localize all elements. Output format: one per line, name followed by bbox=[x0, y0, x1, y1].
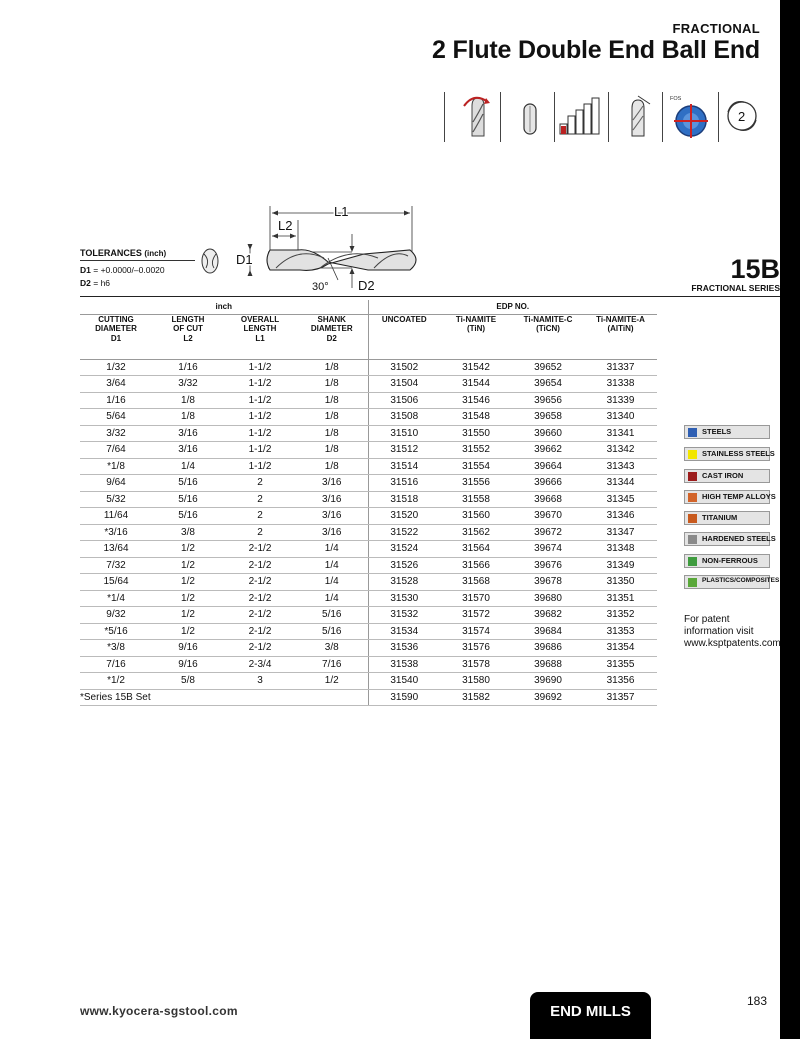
material-label: TITANIUM bbox=[702, 513, 738, 522]
table-cell: 39660 bbox=[512, 425, 584, 442]
table-cell: *1/8 bbox=[80, 458, 152, 475]
table-row bbox=[80, 574, 657, 591]
table-cell: 39690 bbox=[512, 673, 584, 690]
table-cell: 1/8 bbox=[296, 376, 368, 393]
table-cell: 31564 bbox=[440, 541, 512, 558]
table-cell: 2-1/2 bbox=[224, 607, 296, 624]
table-row bbox=[80, 359, 657, 376]
table-cell: *5/16 bbox=[80, 623, 152, 640]
table-cell: 2-1/2 bbox=[224, 640, 296, 657]
page-title: 2 Flute Double End Ball End bbox=[432, 36, 760, 64]
fos-tolerance-icon bbox=[666, 92, 716, 142]
table-cell: 3/16 bbox=[152, 442, 224, 459]
table-cell: 1/2 bbox=[152, 557, 224, 574]
table-cell: 31532 bbox=[368, 607, 440, 624]
two-flute-icon bbox=[722, 92, 772, 142]
table-cell: 39656 bbox=[512, 392, 584, 409]
table-cell: *3/8 bbox=[80, 640, 152, 657]
table-cell: *1/4 bbox=[80, 590, 152, 607]
table-cell: 31550 bbox=[440, 425, 512, 442]
table-cell: 31348 bbox=[584, 541, 657, 558]
table-row bbox=[80, 376, 657, 393]
column-header: LENGTH OF CUT L2 bbox=[152, 314, 224, 359]
table-cell: 31353 bbox=[584, 623, 657, 640]
table-cell: 2-1/2 bbox=[224, 590, 296, 607]
ball-end-icon bbox=[508, 92, 558, 142]
d2-label: D2 bbox=[358, 278, 375, 293]
column-header: OVERALL LENGTH L1 bbox=[224, 314, 296, 359]
table-cell: 1/2 bbox=[152, 607, 224, 624]
table-cell: 13/64 bbox=[80, 541, 152, 558]
table-cell: 31576 bbox=[440, 640, 512, 657]
table-cell: 1/16 bbox=[152, 359, 224, 376]
table-cell: 1-1/2 bbox=[224, 376, 296, 393]
table-cell: 1/8 bbox=[296, 458, 368, 475]
table-cell: 31570 bbox=[440, 590, 512, 607]
table-cell: 5/16 bbox=[296, 623, 368, 640]
table-row bbox=[80, 491, 657, 508]
table-cell: 5/16 bbox=[152, 475, 224, 492]
table-cell: 3/8 bbox=[296, 640, 368, 657]
helix-30-icon bbox=[452, 92, 502, 142]
table-cell: 9/16 bbox=[152, 656, 224, 673]
table-row bbox=[80, 508, 657, 525]
patent-note: For patent information visit www.ksptpatents.com bbox=[684, 614, 781, 649]
table-cell: 31522 bbox=[368, 524, 440, 541]
table-row bbox=[80, 392, 657, 409]
table-cell: 39684 bbox=[512, 623, 584, 640]
group-edp: EDP NO. bbox=[496, 302, 530, 311]
table-cell: 3/32 bbox=[152, 376, 224, 393]
material-item bbox=[684, 575, 780, 589]
series-code: 15B bbox=[730, 254, 780, 284]
table-cell: 1/4 bbox=[152, 458, 224, 475]
table-cell: 1-1/2 bbox=[224, 359, 296, 376]
table-cell: 1/16 bbox=[80, 392, 152, 409]
table-cell: 31556 bbox=[440, 475, 512, 492]
category-label: FRACTIONAL bbox=[672, 21, 760, 36]
tolerances-box bbox=[80, 248, 195, 291]
table-cell: 3/16 bbox=[152, 425, 224, 442]
series-name: FRACTIONAL SERIES bbox=[691, 283, 780, 293]
column-headers bbox=[80, 314, 657, 359]
table-cell: 7/32 bbox=[80, 557, 152, 574]
table-cell: 31554 bbox=[440, 458, 512, 475]
table-cell: 31337 bbox=[584, 359, 657, 376]
table-cell: 31542 bbox=[440, 359, 512, 376]
table-cell: 1/8 bbox=[296, 392, 368, 409]
table-cell: 2 bbox=[224, 508, 296, 525]
table-cell: 1/8 bbox=[152, 409, 224, 426]
material-label: CAST IRON bbox=[702, 471, 744, 480]
tolerance-d2: D2 = h6 bbox=[80, 278, 111, 288]
table-cell: 39654 bbox=[512, 376, 584, 393]
table-cell: 1-1/2 bbox=[224, 392, 296, 409]
table-cell: 31341 bbox=[584, 425, 657, 442]
set-label: *Series 15B Set bbox=[80, 689, 368, 706]
table-cell: 39672 bbox=[512, 524, 584, 541]
ball-radius-icon bbox=[614, 92, 664, 142]
material-item bbox=[684, 511, 770, 525]
material-item bbox=[684, 447, 775, 461]
table-cell: 31357 bbox=[584, 689, 657, 706]
table-cell: 2-1/2 bbox=[224, 541, 296, 558]
table-cell: 31502 bbox=[368, 359, 440, 376]
table-row bbox=[80, 442, 657, 459]
table-row bbox=[80, 409, 657, 426]
table-cell: 39678 bbox=[512, 574, 584, 591]
table-cell: 1/4 bbox=[296, 541, 368, 558]
table-cell: *3/16 bbox=[80, 524, 152, 541]
table-cell: 39664 bbox=[512, 458, 584, 475]
table-cell: 3 bbox=[224, 673, 296, 690]
table-row bbox=[80, 425, 657, 442]
material-label: HARDENED STEELS bbox=[702, 534, 776, 543]
table-cell: 1/8 bbox=[152, 392, 224, 409]
table-cell: 3/32 bbox=[80, 425, 152, 442]
table-cell: 1/4 bbox=[296, 590, 368, 607]
material-item bbox=[684, 554, 770, 568]
table-cell: 31562 bbox=[440, 524, 512, 541]
table-cell: 1/2 bbox=[152, 541, 224, 558]
table-cell: 39662 bbox=[512, 442, 584, 459]
material-swatch bbox=[688, 428, 697, 437]
table-cell: 31548 bbox=[440, 409, 512, 426]
table-cell: 31590 bbox=[368, 689, 440, 706]
table-cell: 5/16 bbox=[296, 607, 368, 624]
table-cell: 39674 bbox=[512, 541, 584, 558]
table-cell: 31343 bbox=[584, 458, 657, 475]
table-cell: 31347 bbox=[584, 524, 657, 541]
table-cell: 3/8 bbox=[152, 524, 224, 541]
table-row bbox=[80, 590, 657, 607]
table-cell: 15/64 bbox=[80, 574, 152, 591]
table-cell: 1/2 bbox=[152, 623, 224, 640]
table-cell: 3/16 bbox=[296, 508, 368, 525]
table-cell: 31578 bbox=[440, 656, 512, 673]
page-edge-bar bbox=[780, 0, 800, 1039]
table-cell: 31516 bbox=[368, 475, 440, 492]
table-cell: 2 bbox=[224, 475, 296, 492]
table-cell: 39668 bbox=[512, 491, 584, 508]
table-cell: 39670 bbox=[512, 508, 584, 525]
table-cell: 31338 bbox=[584, 376, 657, 393]
table-cell: 31530 bbox=[368, 590, 440, 607]
table-cell: 31544 bbox=[440, 376, 512, 393]
svg-text:FOS: FOS bbox=[670, 96, 682, 102]
material-swatch bbox=[688, 535, 697, 544]
table-cell: 31351 bbox=[584, 590, 657, 607]
table-row bbox=[80, 673, 657, 690]
table-cell: 31342 bbox=[584, 442, 657, 459]
table-cell: 39666 bbox=[512, 475, 584, 492]
section-tab: END MILLS bbox=[530, 992, 651, 1039]
angle-label: 30° bbox=[312, 281, 329, 293]
material-swatch bbox=[688, 557, 697, 566]
table-cell: 39652 bbox=[512, 359, 584, 376]
table-cell: 31349 bbox=[584, 557, 657, 574]
table-cell: 31566 bbox=[440, 557, 512, 574]
table-cell: 7/64 bbox=[80, 442, 152, 459]
table-cell: 9/32 bbox=[80, 607, 152, 624]
footer-url[interactable]: www.kyocera-sgstool.com bbox=[80, 1004, 238, 1018]
table-cell: 31344 bbox=[584, 475, 657, 492]
table-row bbox=[80, 524, 657, 541]
table-cell: 2-3/4 bbox=[224, 656, 296, 673]
table-cell: 31350 bbox=[584, 574, 657, 591]
l2-label: L2 bbox=[278, 218, 293, 233]
table-cell: 2-1/2 bbox=[224, 557, 296, 574]
table-cell: 5/16 bbox=[152, 491, 224, 508]
table-cell: 1/4 bbox=[296, 574, 368, 591]
table-cell: 31514 bbox=[368, 458, 440, 475]
table-cell: 31340 bbox=[584, 409, 657, 426]
material-label: STEELS bbox=[702, 427, 732, 436]
group-inch: inch bbox=[80, 300, 368, 314]
table-cell: 31540 bbox=[368, 673, 440, 690]
table-cell: 3/64 bbox=[80, 376, 152, 393]
table-cell: 1-1/2 bbox=[224, 425, 296, 442]
table-cell: 1/2 bbox=[152, 574, 224, 591]
table-cell: 31354 bbox=[584, 640, 657, 657]
page-number: 183 bbox=[747, 994, 768, 1008]
column-header: Ti-NAMITE-A (AlTiN) bbox=[584, 314, 657, 359]
tolerance-d1: D1 = +0.0000/–0.0020 bbox=[80, 265, 165, 275]
table-cell: 2-1/2 bbox=[224, 623, 296, 640]
l1-label: L1 bbox=[334, 204, 349, 219]
column-header: CUTTING DIAMETER D1 bbox=[80, 314, 152, 359]
table-cell: 31504 bbox=[368, 376, 440, 393]
table-cell: 9/64 bbox=[80, 475, 152, 492]
table-row bbox=[80, 557, 657, 574]
table-cell: 2-1/2 bbox=[224, 574, 296, 591]
section-divider bbox=[80, 296, 780, 297]
column-header: Ti-NAMITE (TiN) bbox=[440, 314, 512, 359]
table-cell: 2 bbox=[224, 524, 296, 541]
table-cell: 31574 bbox=[440, 623, 512, 640]
table-cell: 31528 bbox=[368, 574, 440, 591]
table-cell: 31558 bbox=[440, 491, 512, 508]
table-cell: 31512 bbox=[368, 442, 440, 459]
table-cell: 1/8 bbox=[296, 442, 368, 459]
table-cell: 31346 bbox=[584, 508, 657, 525]
material-swatch bbox=[688, 578, 697, 587]
table-row bbox=[80, 640, 657, 657]
end-view-icon bbox=[200, 246, 220, 276]
table-cell: 3/16 bbox=[296, 475, 368, 492]
table-cell: 31345 bbox=[584, 491, 657, 508]
table-cell: 31518 bbox=[368, 491, 440, 508]
table-cell: 1/2 bbox=[152, 590, 224, 607]
table-row bbox=[80, 458, 657, 475]
table-cell: 39658 bbox=[512, 409, 584, 426]
table-cell: 31355 bbox=[584, 656, 657, 673]
table-cell: 39688 bbox=[512, 656, 584, 673]
table-cell: 31534 bbox=[368, 623, 440, 640]
feature-icon-strip bbox=[444, 92, 770, 142]
table-cell: 5/16 bbox=[152, 508, 224, 525]
table-cell: 5/8 bbox=[152, 673, 224, 690]
product-table bbox=[80, 300, 657, 706]
table-cell: *1/2 bbox=[80, 673, 152, 690]
table-row bbox=[80, 656, 657, 673]
material-label: STAINLESS STEELS bbox=[702, 449, 775, 458]
table-cell: 1/8 bbox=[296, 409, 368, 426]
table-cell: 31568 bbox=[440, 574, 512, 591]
table-body bbox=[80, 359, 657, 706]
table-cell: 31536 bbox=[368, 640, 440, 657]
table-cell: 39692 bbox=[512, 689, 584, 706]
table-cell: 39680 bbox=[512, 590, 584, 607]
table-cell: 31546 bbox=[440, 392, 512, 409]
table-cell: 31526 bbox=[368, 557, 440, 574]
table-cell: 7/16 bbox=[80, 656, 152, 673]
table-cell: 7/16 bbox=[296, 656, 368, 673]
table-cell: 31339 bbox=[584, 392, 657, 409]
table-cell: 31582 bbox=[440, 689, 512, 706]
table-cell: 31510 bbox=[368, 425, 440, 442]
material-swatch bbox=[688, 514, 697, 523]
table-cell: 3/16 bbox=[296, 491, 368, 508]
material-item bbox=[684, 469, 770, 483]
table-cell: 5/64 bbox=[80, 409, 152, 426]
table-cell: 39686 bbox=[512, 640, 584, 657]
material-item bbox=[684, 532, 776, 546]
table-cell: 11/64 bbox=[80, 508, 152, 525]
material-label: NON-FERROUS bbox=[702, 556, 758, 565]
d1-label: D1 bbox=[236, 252, 253, 267]
table-cell: 31520 bbox=[368, 508, 440, 525]
table-cell: 31538 bbox=[368, 656, 440, 673]
table-cell: 31552 bbox=[440, 442, 512, 459]
length-chart-icon bbox=[558, 92, 608, 142]
table-cell: 31356 bbox=[584, 673, 657, 690]
table-cell: 31560 bbox=[440, 508, 512, 525]
table-cell: 5/32 bbox=[80, 491, 152, 508]
set-row bbox=[80, 689, 657, 706]
table-cell: 31580 bbox=[440, 673, 512, 690]
table-row bbox=[80, 541, 657, 558]
table-cell: 1-1/2 bbox=[224, 442, 296, 459]
table-cell: 31524 bbox=[368, 541, 440, 558]
table-cell: 39682 bbox=[512, 607, 584, 624]
column-header: Ti-NAMITE-C (TiCN) bbox=[512, 314, 584, 359]
table-cell: 1-1/2 bbox=[224, 409, 296, 426]
table-cell: 1-1/2 bbox=[224, 458, 296, 475]
table-cell: 39676 bbox=[512, 557, 584, 574]
table-row bbox=[80, 475, 657, 492]
table-cell: 1/8 bbox=[296, 359, 368, 376]
table-cell: 31506 bbox=[368, 392, 440, 409]
material-swatch bbox=[688, 450, 697, 459]
material-swatch bbox=[688, 472, 697, 481]
tool-dimension-diagram bbox=[228, 196, 448, 296]
material-label: PLASTICS/COMPOSITES bbox=[702, 577, 780, 584]
table-row bbox=[80, 623, 657, 640]
table-cell: 31572 bbox=[440, 607, 512, 624]
table-cell: 9/16 bbox=[152, 640, 224, 657]
table-cell: 3/16 bbox=[296, 524, 368, 541]
table-cell: 2 bbox=[224, 491, 296, 508]
material-item bbox=[684, 490, 776, 504]
table-cell: 31352 bbox=[584, 607, 657, 624]
column-header: SHANK DIAMETER D2 bbox=[296, 314, 368, 359]
table-cell: 1/4 bbox=[296, 557, 368, 574]
table-cell: 1/2 bbox=[296, 673, 368, 690]
table-row bbox=[80, 607, 657, 624]
table-cell: 1/32 bbox=[80, 359, 152, 376]
table-cell: 31508 bbox=[368, 409, 440, 426]
svg-text:2: 2 bbox=[738, 109, 746, 124]
table-cell: 1/8 bbox=[296, 425, 368, 442]
column-header: UNCOATED bbox=[368, 314, 440, 359]
material-swatch bbox=[688, 493, 697, 502]
material-label: HIGH TEMP ALLOYS bbox=[702, 492, 776, 501]
tolerances-title: TOLERANCES (inch) bbox=[80, 248, 195, 261]
material-item bbox=[684, 425, 770, 439]
